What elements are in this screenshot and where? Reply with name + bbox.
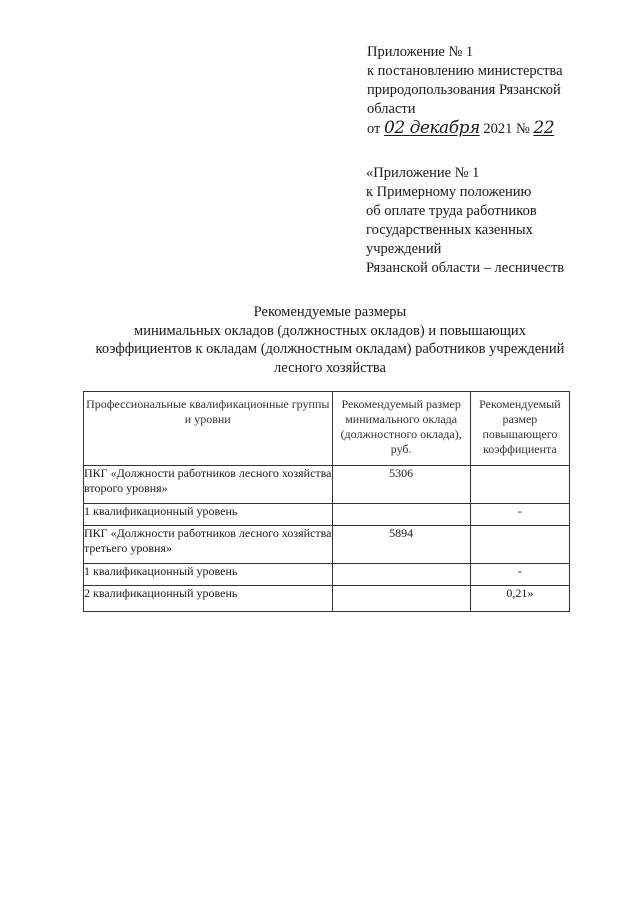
approval-block — [367, 43, 563, 139]
reference-line-3: об оплате труда работников — [366, 203, 537, 219]
reference-line-1: «Приложение № 1 — [366, 165, 480, 181]
table-row — [84, 564, 570, 586]
title-line-1: Рекомендуемые размеры — [253, 304, 407, 320]
table-row — [84, 586, 570, 612]
row-coefficient — [470, 466, 569, 504]
table-row — [84, 466, 570, 504]
approval-line-3: природопользования Рязанской — [367, 82, 561, 98]
row-coefficient — [470, 526, 569, 564]
row-salary — [332, 504, 470, 526]
reference-block — [366, 164, 564, 278]
row-group: ПКГ «Должности работников лесного хозяйства третьего уровня» — [84, 526, 333, 564]
row-salary — [332, 564, 470, 586]
row-group: 1 квалификационный уровень — [84, 504, 333, 526]
header-salary: Рекомендуемый размер минимального оклада (должностного оклада), руб. — [332, 392, 470, 466]
salary-table — [83, 391, 570, 612]
date-prefix: от — [367, 121, 381, 137]
row-salary: 5306 — [332, 466, 470, 504]
row-coefficient: 0,21» — [470, 586, 569, 612]
reference-line-2: к Примерному положению — [366, 184, 532, 200]
table-row — [84, 526, 570, 564]
row-group: 2 квалификационный уровень — [84, 586, 333, 612]
row-group: ПКГ «Должности работников лесного хозяйства второго уровня» — [84, 466, 333, 504]
document-title — [60, 303, 600, 377]
date-handwritten: 02 декабря — [384, 118, 480, 138]
date-year: 2021 № — [483, 121, 530, 137]
header-group: Профессиональные квалификационные группы и уровни — [84, 392, 333, 466]
table-header-row — [84, 392, 570, 466]
row-group: 1 квалификационный уровень — [84, 564, 333, 586]
approval-line-2: к постановлению министерства — [367, 63, 563, 79]
title-line-2: минимальных окладов (должностных окладов) и повышающих — [134, 322, 526, 339]
approval-line-1: Приложение № 1 — [367, 44, 474, 60]
header-coefficient: Рекомендуемый размер повышающего коэффициента — [470, 392, 569, 466]
row-coefficient: - — [470, 504, 569, 526]
approval-date-line — [367, 119, 563, 139]
approval-line-4: области — [367, 101, 416, 117]
row-salary — [332, 586, 470, 612]
reference-line-6: Рязанской области – лесничеств — [366, 260, 565, 276]
table-row — [84, 504, 570, 526]
number-handwritten: 22 — [533, 118, 555, 138]
reference-line-5: учреждений — [366, 241, 442, 257]
row-coefficient: - — [470, 564, 569, 586]
row-salary: 5894 — [332, 526, 470, 564]
title-line-4: лесного хозяйства — [274, 359, 386, 376]
reference-line-4: государственных казенных — [366, 222, 533, 238]
title-line-3: коэффициентов к окладам (должностным окладам) работников учреждений — [95, 341, 565, 357]
